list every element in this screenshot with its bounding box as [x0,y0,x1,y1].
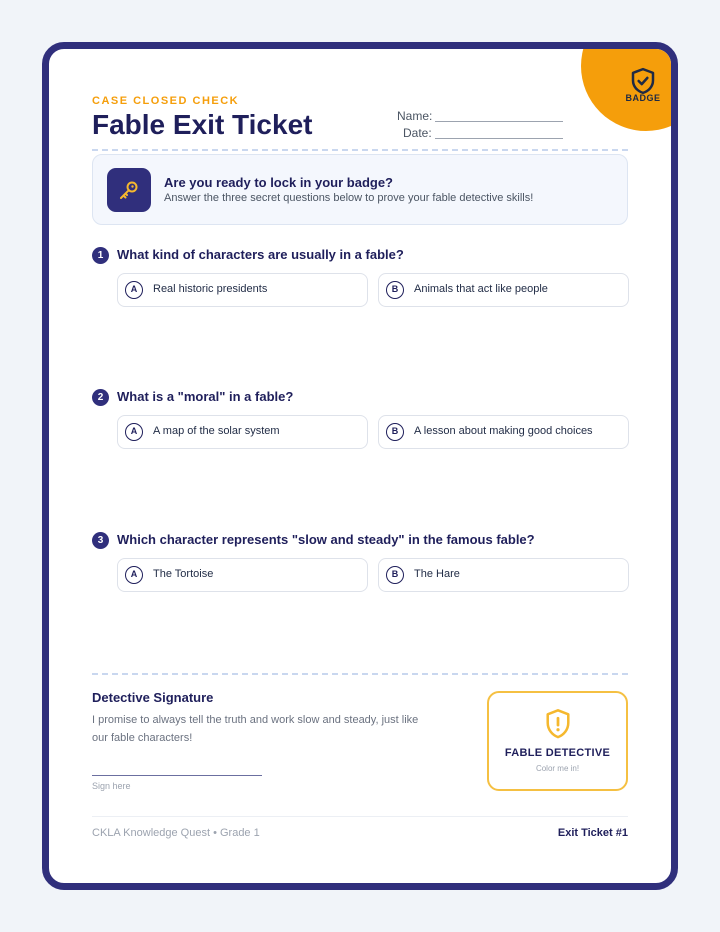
badge-label: BADGE [625,93,661,103]
detective-badge[interactable] [487,691,628,791]
question-text: What kind of characters are usually in a fable? [117,247,404,262]
option-text: Real historic presidents [153,283,268,295]
signature-line[interactable] [92,775,262,776]
shield-alert-icon [544,708,572,740]
signature-pledge: I promise to always tell the truth and work slow and steady, just like our fable characters! [92,714,419,744]
answer-option[interactable] [378,415,629,449]
footer-divider [92,816,628,817]
callout-subtitle: Answer the three secret questions below to prove your fable detective skills! [164,192,534,204]
answer-option[interactable] [117,273,368,307]
callout-title: Are you ready to lock in your badge? [164,175,393,190]
shield-check-icon [628,66,658,96]
question-text: Which character represents "slow and steady" in the famous fable? [117,532,535,547]
eyebrow-label: CASE CLOSED CHECK [92,95,240,107]
answer-option[interactable] [117,558,368,592]
date-label: Date: [403,126,432,140]
option-text: The Tortoise [153,568,214,580]
option-text: A map of the solar system [153,425,280,437]
signature-title: Detective Signature [92,690,214,705]
option-letter: A [125,423,143,441]
date-field[interactable] [403,126,563,140]
question-number: 1 [92,247,109,264]
option-letter: B [386,423,404,441]
detective-badge-title: FABLE DETECTIVE [504,747,611,759]
option-letter: A [125,566,143,584]
answer-option[interactable] [378,558,629,592]
instructions-callout [92,154,628,225]
name-field[interactable] [397,109,563,123]
option-text: The Hare [414,568,460,580]
page-title: Fable Exit Ticket [92,109,313,140]
header-divider [92,149,628,151]
key-icon-box [107,168,151,212]
answer-option[interactable] [117,415,368,449]
question-number: 3 [92,532,109,549]
signature-divider [92,673,628,675]
answer-option[interactable] [378,273,629,307]
key-icon [117,178,141,202]
option-letter: B [386,281,404,299]
option-text: A lesson about making good choices [414,425,593,437]
footer-course: CKLA Knowledge Quest • Grade 1 [92,827,260,839]
date-line[interactable] [435,129,563,139]
option-letter: B [386,566,404,584]
footer-ticket-number: Exit Ticket #1 [557,827,628,839]
question-text: What is a "moral" in a fable? [117,389,294,404]
exit-ticket-card [42,42,678,890]
name-label: Name: [397,109,433,123]
question-number: 2 [92,389,109,406]
detective-badge-subtitle: Color me in! [535,764,580,773]
option-text: Animals that act like people [414,283,548,295]
signature-hint: Sign here [92,781,131,791]
name-line[interactable] [435,112,563,122]
option-letter: A [125,281,143,299]
